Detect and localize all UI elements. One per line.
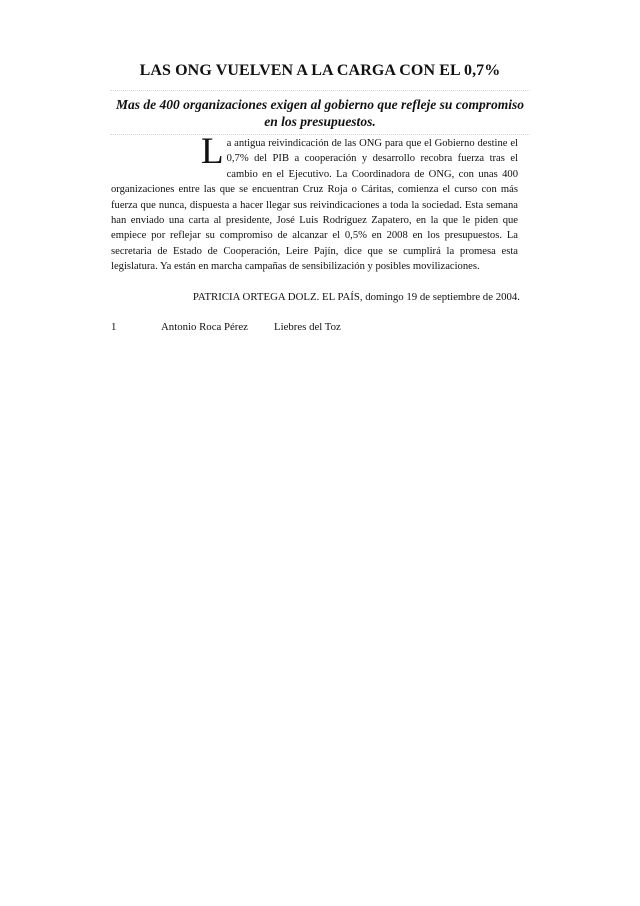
- footer-publication: Liebres del Toz: [274, 321, 341, 333]
- drop-cap-letter: L: [201, 131, 224, 172]
- article-byline: PATRICIA ORTEGA DOLZ. EL PAÍS, domingo 19 de septiembre de 2004.: [192, 291, 520, 303]
- page-number: 1: [111, 321, 117, 333]
- article-body-text: a antigua reivindicación de las ONG para que el Gobierno destine el 0,7% del PIB a cooperación y desarrollo recobra fuerza tras el cambio en el Ejecutivo. La Coordinadora de ONG, con unas 400 organizaciones entre las que se encuentran Cruz Roja o Cáritas, comienza el curso con más fuerza que nunca, dispuesta a hacer llegar sus reivindicaciones a toda la sociedad. Esta semana han enviado una carta al presidente, José Luis Rodríguez Zapatero, en la que le piden que empiece por reflejar su compromiso de alcanzar el 0,5% en 2008 en los presupuestos. La secretaria de Estado de Cooperación, Leire Pajín, dice que se cumplirá la promesa esta legislatura. Ya están en marcha campañas de sensibilización y posibles movilizaciones.: [111, 138, 518, 273]
- footer-author: Antonio Roca Pérez: [161, 321, 248, 333]
- article-title: LAS ONG VUELVEN A LA CARGA CON EL 0,7%: [139, 62, 501, 79]
- article-subtitle: Mas de 400 organizaciones exigen al gobierno que refleje su compromiso en los presupuestos.: [110, 90, 530, 135]
- drop-cap-indent: [111, 136, 201, 166]
- article-body: [111, 131, 518, 275]
